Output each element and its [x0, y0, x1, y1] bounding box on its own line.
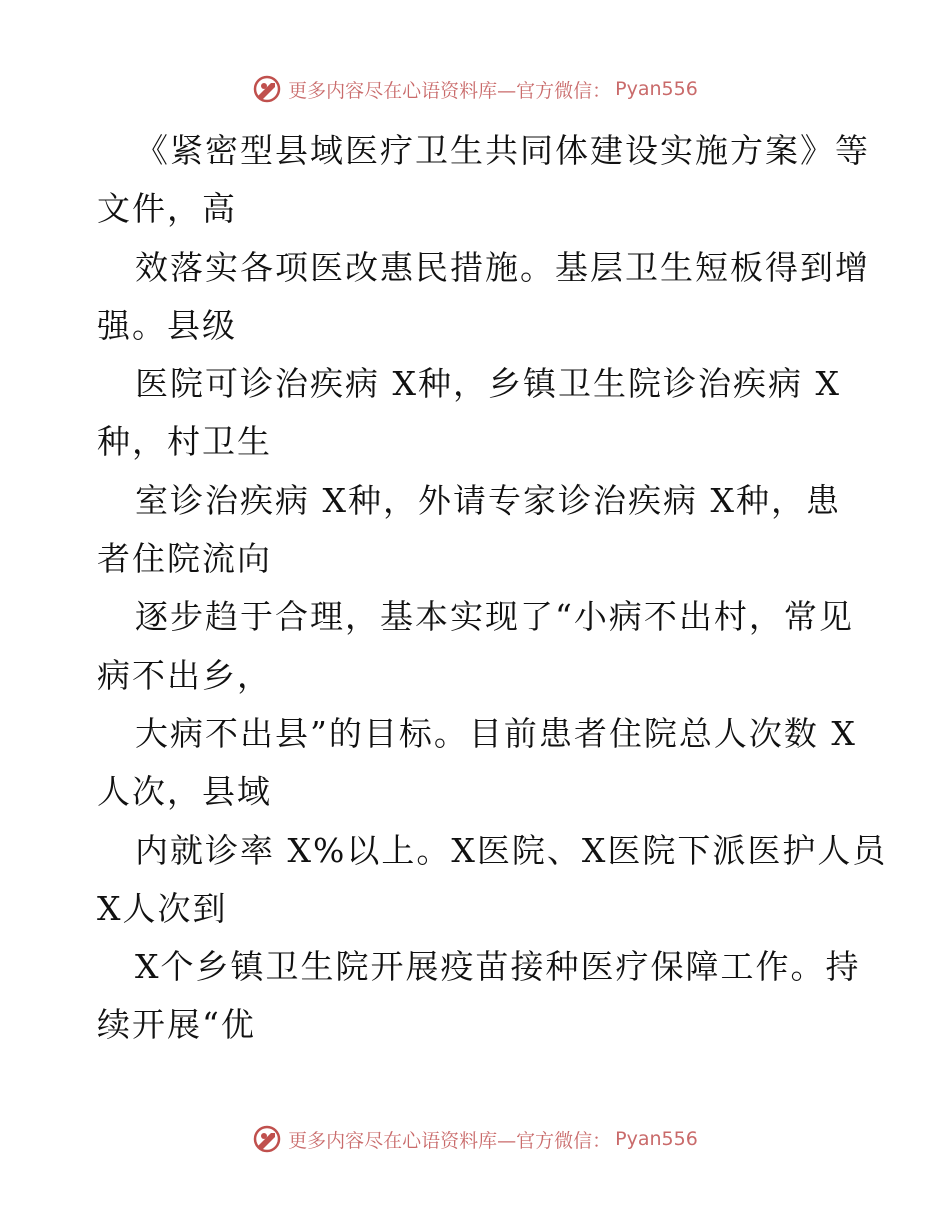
text-line: 病不出乡， [97, 655, 272, 695]
watermark-wechat-id: Pyan556 [615, 1128, 698, 1150]
text-line: 医院可诊治疾病 X种，乡镇卫生院诊治疾病 X [135, 364, 841, 404]
text-line: 强。县级 [97, 305, 237, 345]
text-line: 逐步趋于合理，基本实现了“小病不出村，常见 [135, 597, 854, 637]
text-line: 室诊治疾病 X种，外请专家诊治疾病 X种，患 [135, 480, 841, 520]
brand-logo-icon [252, 1124, 282, 1154]
text-line: 效落实各项医改惠民措施。基层卫生短板得到增 [135, 247, 870, 287]
brand-logo-icon [252, 74, 282, 104]
document-body [97, 122, 888, 1055]
watermark-wechat-id: Pyan556 [615, 78, 698, 100]
text-line: 者住院流向 [97, 539, 272, 579]
text-line: 内就诊率 X%以上。X医院、X医院下派医护人员 [135, 830, 888, 870]
watermark-text: 更多内容尽在心语资料库—官方微信： [288, 1129, 612, 1152]
text-line: 文件，高 [97, 189, 237, 229]
text-line: X个乡镇卫生院开展疫苗接种医疗保障工作。持 [135, 947, 861, 987]
header-watermark [0, 74, 950, 104]
text-line: 人次，县域 [97, 772, 272, 812]
text-line: 大病不出县”的目标。目前患者住院总人次数 X [135, 713, 857, 753]
watermark-text: 更多内容尽在心语资料库—官方微信： [288, 79, 612, 102]
text-line: X人次到 [97, 888, 228, 928]
text-line: 种，村卫生 [97, 422, 272, 462]
footer-watermark [0, 1124, 950, 1154]
text-line: 《紧密型县域医疗卫生共同体建设实施方案》等 [135, 131, 870, 170]
text-line: 续开展“优 [97, 1005, 256, 1045]
